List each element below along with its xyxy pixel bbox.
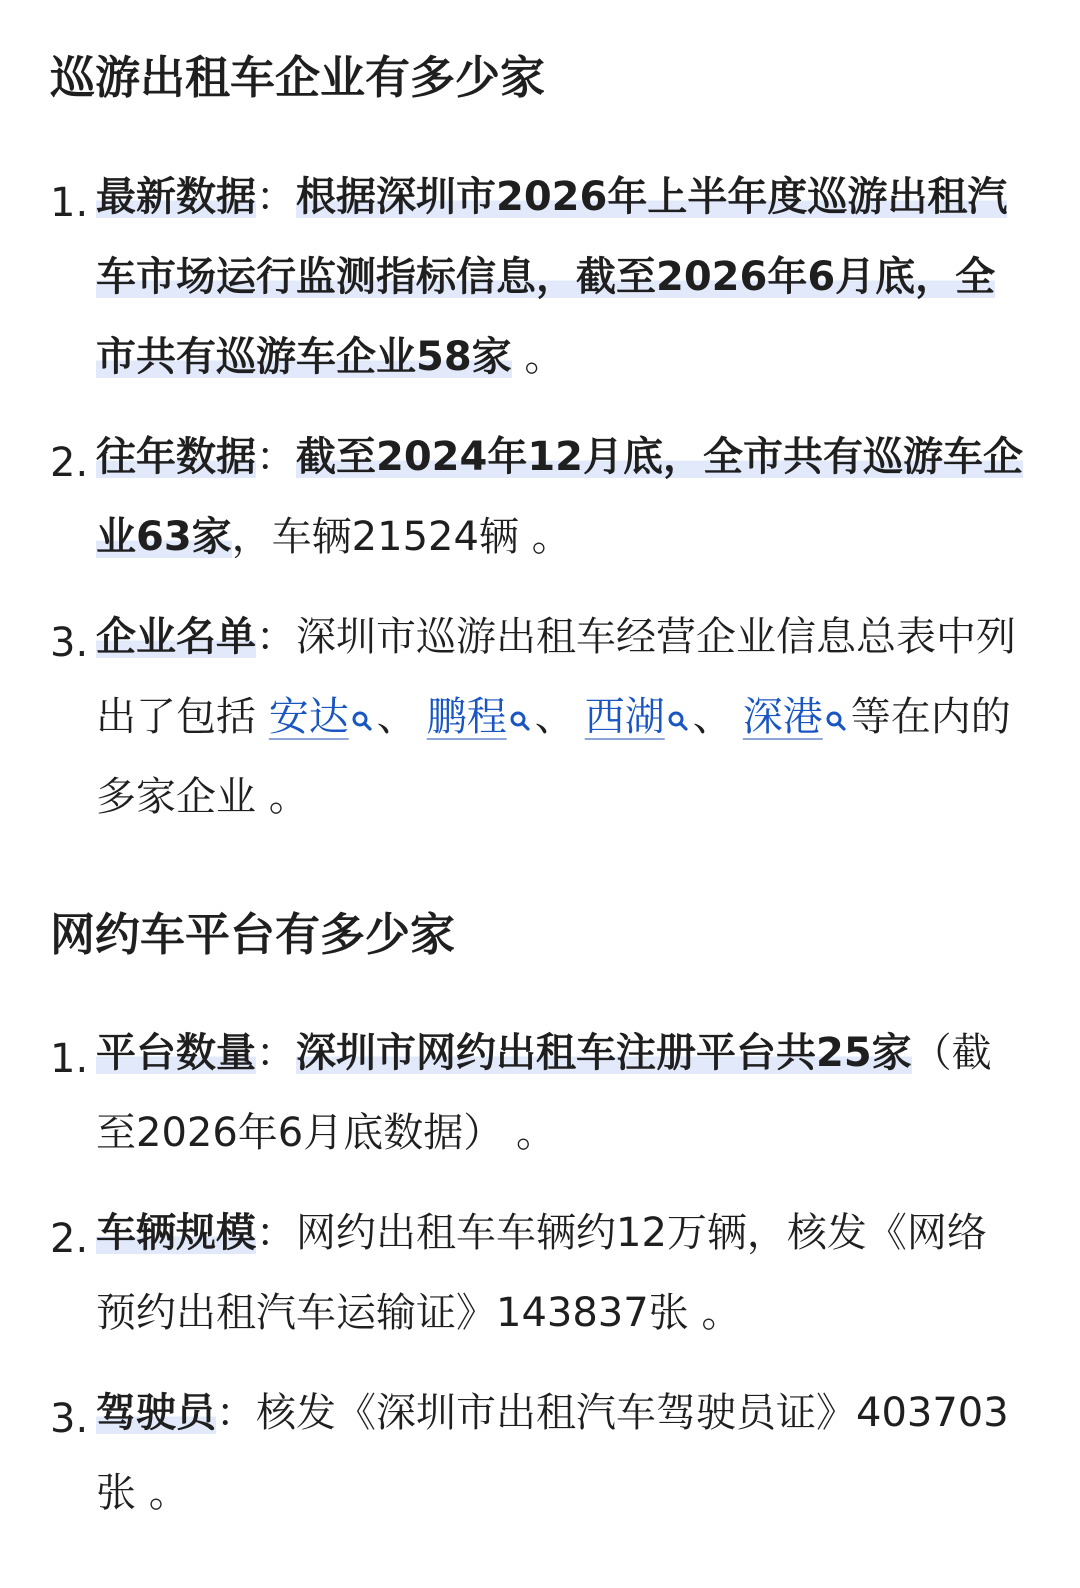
- separator: 、: [376, 694, 417, 740]
- list-item-vehicle-scale: [0, 1193, 1026, 1353]
- taxi-companies-list: [0, 157, 1080, 857]
- list-item-drivers: [0, 1373, 1026, 1533]
- item-tail: 。: [518, 514, 572, 560]
- term-latest-data: 最新数据: [96, 174, 256, 220]
- list-number: 2.: [50, 440, 89, 486]
- term-colon: ：: [256, 1030, 296, 1076]
- link-shengang[interactable]: 深港: [742, 694, 823, 740]
- link-xihu[interactable]: 西湖: [584, 694, 665, 740]
- link-pengcheng[interactable]: 鹏程: [426, 694, 507, 740]
- platform-count-text: 深圳市网约出租车注册平台共25家: [296, 1030, 912, 1076]
- search-icon[interactable]: [509, 710, 531, 732]
- list-number: 1.: [50, 180, 89, 226]
- list-number: 3.: [50, 1396, 89, 1442]
- platform-count-note: （截至2026年6月底数据）: [96, 1030, 992, 1156]
- separator: 、: [692, 694, 733, 740]
- search-icon[interactable]: [825, 710, 847, 732]
- item-tail: 。: [688, 1290, 742, 1336]
- term-colon: ：: [256, 174, 296, 220]
- list-number: 2.: [50, 1216, 89, 1262]
- latest-data-text: 根据深圳市2026年上半年度巡游出租汽车市场运行监测指标信息，截至2026年6月底，全市共有巡游车企业58家: [96, 174, 1008, 380]
- company-list-text: 深圳市巡游出租车经营企业信息总表中列出了包括: [96, 614, 1016, 740]
- ride-hailing-list: [0, 1013, 1080, 1553]
- list-item-platform-count: [0, 1013, 1026, 1173]
- list-item-company-list: [0, 597, 1026, 837]
- item-tail: 。: [256, 774, 309, 820]
- list-number: 3.: [50, 620, 89, 666]
- section-title-taxi-companies: 巡游出租车企业有多少家: [50, 51, 546, 104]
- term-platform-count: 平台数量: [96, 1030, 256, 1076]
- item-tail: 。: [136, 1470, 189, 1516]
- previous-data-text: ，车辆21524辆: [231, 514, 519, 560]
- term-previous-data: 往年数据: [96, 434, 256, 480]
- company-list-after-text: 等在内的多家企业: [96, 694, 1011, 820]
- vehicle-scale-text: 网约出租车车辆约12万辆，核发《网络预约出租汽车运输证》143837张: [96, 1210, 987, 1336]
- item-tail: 。: [511, 334, 565, 380]
- term-colon: ：: [216, 1390, 256, 1436]
- term-vehicle-scale: 车辆规模: [96, 1210, 256, 1256]
- separator: 、: [534, 694, 575, 740]
- search-icon[interactable]: [351, 710, 373, 732]
- previous-data-bold-text: 截至2024年12月底，全市共有巡游车企业63家: [96, 434, 1023, 560]
- term-company-list: 企业名单: [96, 614, 256, 660]
- term-colon: ：: [256, 1210, 296, 1256]
- link-anda[interactable]: 安达: [268, 694, 349, 740]
- list-item-previous-data: [0, 417, 1026, 577]
- drivers-text: 核发《深圳市出租汽车驾驶员证》403703张: [96, 1390, 1009, 1516]
- term-colon: ：: [256, 434, 296, 480]
- item-tail: 。: [503, 1110, 556, 1156]
- term-colon: ：: [256, 614, 296, 660]
- list-item-latest-data: [0, 157, 1026, 397]
- list-number: 1.: [50, 1036, 89, 1082]
- term-drivers: 驾驶员: [96, 1390, 216, 1436]
- search-icon[interactable]: [667, 710, 689, 732]
- section-title-ride-hailing-platforms: 网约车平台有多少家: [50, 908, 456, 961]
